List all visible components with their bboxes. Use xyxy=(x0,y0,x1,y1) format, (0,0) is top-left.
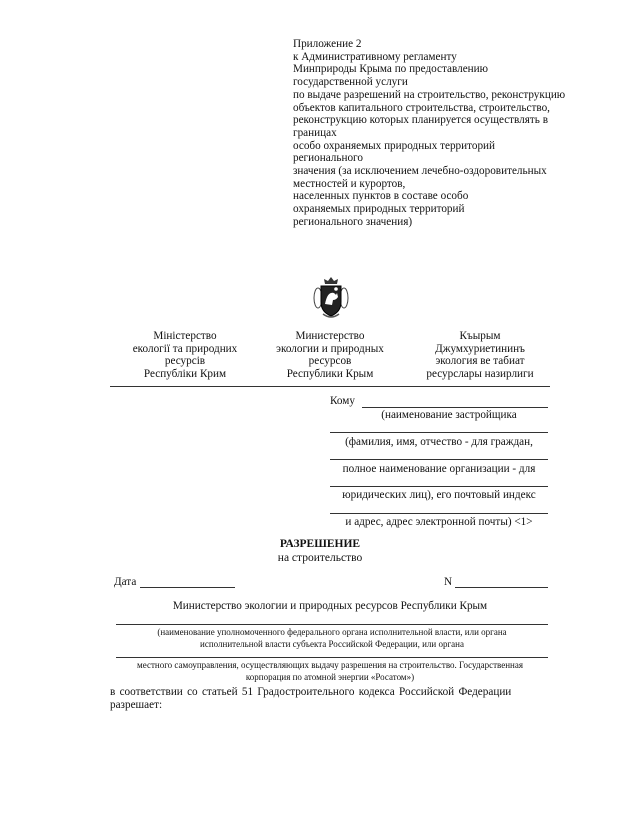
date-field-line[interactable] xyxy=(140,587,235,588)
appendix-line: Минприроды Крыма по предоставлению xyxy=(293,63,489,76)
number-label: N xyxy=(444,576,453,588)
appendix-line: государственной услуги xyxy=(293,76,408,89)
appendix-line: по выдаче разрешений на строительство, реконструкцию xyxy=(293,88,566,101)
recipient-field-line[interactable] xyxy=(330,513,548,514)
appendix-line: объектов капитального строительства, строительство, xyxy=(293,101,550,114)
recipient-field-line[interactable] xyxy=(330,459,548,460)
date-label: Дата xyxy=(114,576,137,588)
permits-label: разрешает: xyxy=(110,699,163,711)
header-divider xyxy=(110,386,550,387)
issuer-note: (наименование уполномоченного федерального органа исполнительной власти, или органа xyxy=(157,627,507,637)
issuer-note: местного самоуправления, осуществляющих выдачу разрешения на строительство. Государственная xyxy=(137,660,523,670)
recipient-hint: и адрес, адрес электронной почты) <1> xyxy=(345,516,533,528)
ministry-name-russian: Министерство экологии и природных ресурсов Республики Крым xyxy=(276,330,384,380)
appendix-line: регионального значения) xyxy=(293,215,413,228)
document-title: РАЗРЕШЕНИЕ xyxy=(279,538,361,550)
appendix-line: Приложение 2 xyxy=(293,38,362,50)
ministry-name-ukrainian: Міністерство екології та природних ресурсів Республіки Крим xyxy=(132,330,238,380)
document-subtitle: на строительство xyxy=(277,552,363,564)
recipient-hint: (фамилия, имя, отчество - для граждан, xyxy=(345,436,533,448)
recipient-field-line[interactable] xyxy=(330,432,548,433)
appendix-line: охраняемых природных территорий xyxy=(293,203,465,216)
recipient-hint: юридических лиц), его почтовый индекс xyxy=(342,489,536,501)
appendix-line: реконструкцию которых планируется осуществлять в xyxy=(293,114,548,127)
issuer-note: корпорация по атомной энергии «Росатом») xyxy=(245,672,415,682)
recipient-hint: полное наименование организации - для xyxy=(342,463,536,475)
appendix-line: местностей и курортов, xyxy=(293,177,406,190)
recipient-hint: (наименование застройщика xyxy=(381,409,517,421)
issuer-field-line[interactable] xyxy=(116,624,548,625)
appendix-line: границах xyxy=(293,126,337,139)
number-field-line[interactable] xyxy=(455,587,548,588)
appendix-line: значения (за исключением лечебно-оздоровительных xyxy=(293,165,547,178)
recipient-field-line[interactable] xyxy=(330,486,548,487)
recipient-field-line[interactable] xyxy=(362,407,548,408)
legal-basis-text: в соответствии со статьей 51 Градостроительного кодекса Российской Федерации xyxy=(110,686,512,698)
ministry-name-crimean-tatar: Къырым Джумхуриетининъ экология ве табиат ресурслары назирлиги xyxy=(426,330,534,380)
appendix-line: регионального xyxy=(293,152,363,165)
appendix-line: населенных пунктов в составе особо xyxy=(293,190,469,203)
appendix-header xyxy=(293,38,593,229)
appendix-line: особо охраняемых природных территорий xyxy=(293,139,496,152)
issuer-name: Министерство экологии и природных ресурсов Республики Крым xyxy=(172,600,488,612)
issuer-field-line[interactable] xyxy=(116,657,548,658)
crimea-emblem-icon xyxy=(312,276,350,320)
recipient-label: Кому xyxy=(330,395,355,407)
issuer-note: исполнительной власти субъекта Российской Федерации, или органа xyxy=(200,639,464,649)
appendix-line: к Административному регламенту xyxy=(293,50,457,63)
